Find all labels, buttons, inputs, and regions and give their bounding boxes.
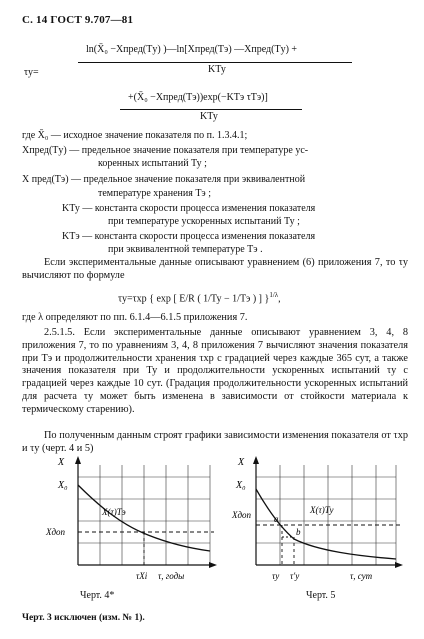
legend-item-kty-cont: при температуре ускоренных испытаний Ту ; [108,216,300,227]
formula1-line2: +(X̄₀ −Xпред(Тэ))exp(−KТэ τТэ)] [128,92,268,103]
legend-item-xpred-te-cont: температуре хранения Тэ ; [98,188,211,199]
chart5-curve [256,489,396,559]
formula1-lhs: τу= [24,67,39,78]
chart4-y-label: X [58,457,65,468]
chart4-x-tick: τXi [136,571,148,581]
legend-item-xpred-ty-cont: коренных испытаний Ту ; [98,158,207,169]
chart4-caption: Черт. 4* [80,590,115,601]
chart5-point-b: b [296,527,301,537]
legend-item-x0: где X̄₀ — исходное значение показателя по п. 1.3.4.1; [22,130,248,141]
chart5-point-a: a [274,514,279,524]
paragraph-2-5-1-5: 2.5.1.5. Если экспериментальные данные описывают уравнением 3, 4, 8 приложения 7, то по уравнениям 3, 4, 8 приложения 7 вычисляют значения показателя при Тэ и продолжительности хранения τхр с градацией через каждые 365 сут, а также значения показателя при Ту и продолжительности ускоренных испытаний τу с градацией через каждые 10 сут. (Градация продолжительности ускоренных испытаний для расчета τу может быть изменена в зависимости от стойкости материала к термическому старению). [22,327,408,415]
chart-4 [38,455,218,587]
legend-item-kty: KТу — константа скорости процесса изменения показателя [62,203,316,214]
paragraph-graphs: По полученным данным строят графики зависимости изменения показателя от τхр и τу (черт. 4 и 5) [22,430,408,454]
footnote: Черт. 3 исключен (изм. № 1). [22,613,145,623]
chart4-x-unit: τ, годы [158,571,185,581]
chart4-y-arrow [75,456,81,464]
chart4-xdop-label: Xдоп [46,527,66,537]
page-header [22,14,133,26]
chart-5 [228,455,408,587]
paragraph-lambda: где λ определяют по пп. 6.1.4—6.1.5 приложения 7. [22,312,248,323]
chart4-y-top-label: X₀ [58,480,68,491]
chart4-x-arrow [209,562,217,568]
fraction-bar-1 [78,62,352,63]
legend-item-kte: KТэ — константа скорости процесса изменения показателя [62,231,316,242]
legend-item-xpred-ty: Xпред(Тy) — предельное значение показателя при температуре ус- [22,145,309,156]
chart5-y-label: X [238,457,245,468]
formula1-den2: KТу [200,111,218,122]
chart5-x-arrow [395,562,403,568]
formula1-den1: KТу [208,64,226,75]
standard-code: ГОСТ 9.707—81 [50,14,134,26]
chart5-xdop-label: Xдоп [232,510,252,520]
paragraph-experimental: Если экспериментальные данные описывают уравнением (6) приложения 7, то τy вычисляют по формуле [22,257,408,281]
chart5-curve-label: X(τ)Ту [310,505,334,515]
chart5-x-tick2: τ′у [290,571,300,581]
legend-item-kte-cont: при эквивалентной температуре Тэ . [108,244,263,255]
fraction-bar-2 [120,109,302,110]
chart5-y-top-label: X₀ [236,480,246,491]
formula1-line1: ln(X̄₀ −Xпред(Тy) )—ln[Xпред(Тэ) —Xпред(Тy) + [86,44,298,55]
chart5-y-arrow [253,456,259,464]
chart4-curve-label: X(τ)Тэ [102,507,126,517]
chart5-x-unit: τ, сут [350,571,373,581]
formula2: τу=τхр { exp [ E/R ( 1/Ту − 1/Тэ ) ] }$^{1/\lambda}$, [118,291,281,305]
legend-item-xpred-te: X пред(Тэ) — предельное значение показателя при эквивалентной [22,174,306,185]
chart5-caption: Черт. 5 [306,590,336,601]
page-number: С. 14 [22,14,48,26]
chart5-x-tick1: τу [272,571,280,581]
